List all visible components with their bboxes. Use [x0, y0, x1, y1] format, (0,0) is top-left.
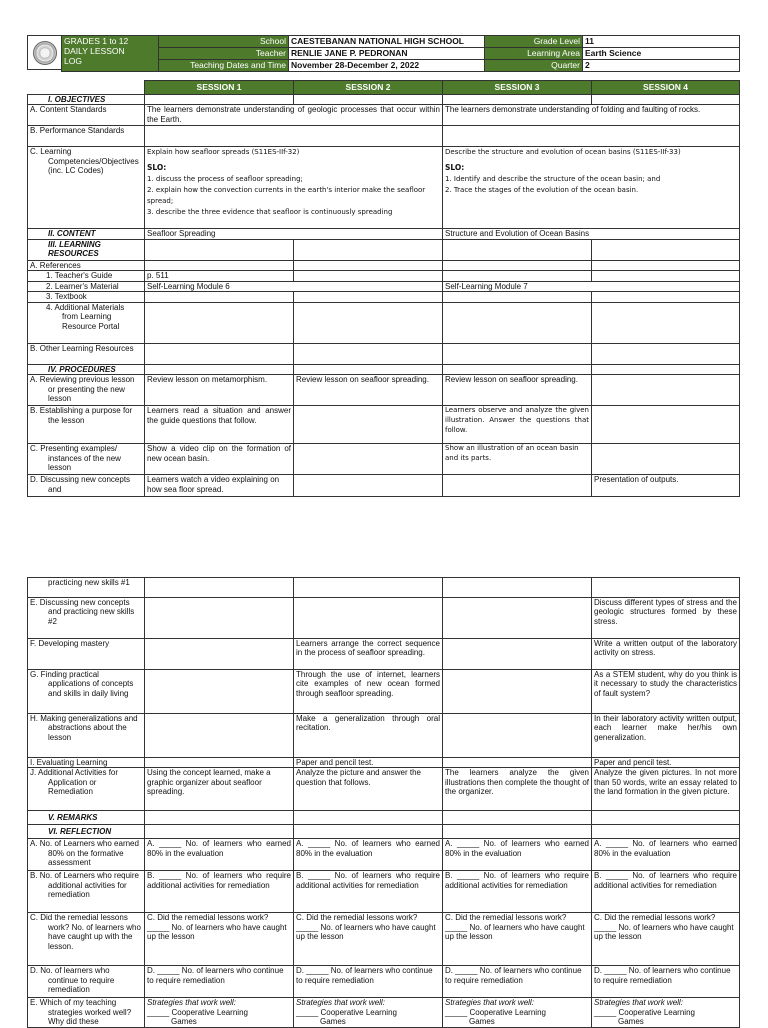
other-resources-label: B. Other Learning Resources [28, 343, 145, 364]
ref-a-s2: A. _____ No. of learners who earned 80% in the evaluation [294, 839, 443, 871]
grade-label: Grade Level [485, 36, 583, 48]
dll-title-line-3: LOG [64, 56, 82, 67]
ref-d-label: D. No. of learners who continue to require remediation [28, 966, 145, 998]
dll-title [62, 36, 159, 72]
deped-seal-cell [27, 35, 63, 70]
quarter-value: 2 [583, 60, 740, 72]
ref-b-s3: B. _____ No. of learners who require additional activities for remediation [443, 871, 592, 913]
ref-d-s4: D. _____ No. of learners who continue to require remediation [592, 966, 740, 998]
proc-b-label: B. Establishing a purpose for the lesson [28, 406, 145, 444]
proc-g-label: G. Finding practical applications of concepts and skills in daily living [28, 670, 145, 714]
proc-c-label: C. Presenting examples/ instances of the new lesson [28, 444, 145, 475]
slo-label-1: SLO: [147, 163, 167, 173]
ref-c-s2: C. Did the remedial lessons work? _____ No. of learners who have caught up the lesson [294, 913, 443, 966]
proc-j-label: J. Additional Activities for Application or Remediation [28, 768, 145, 811]
textbook-label: 3. Textbook [28, 292, 145, 302]
ref-b-label: B. No. of Learners who require additional activities for remediation [28, 871, 145, 913]
ref-e-s4-head: Strategies that work well: [594, 998, 683, 1008]
proc-c-s3: Show an illustration of an ocean basin and its parts. [443, 444, 592, 475]
ref-e-s1-head: Strategies that work well: [147, 998, 236, 1008]
learning-competencies-label: C. Learning Competencies/Objectives (inc. LC Codes) [28, 147, 145, 229]
teacher-value: RENLIE JANE P. PEDRONAN [289, 48, 485, 60]
area-label: Learning Area [485, 48, 583, 60]
school-label: School [159, 36, 289, 48]
dates-label: Teaching Dates and Time [159, 60, 289, 72]
ref-e-s4 [592, 998, 740, 1027]
header-table [61, 35, 740, 72]
ref-e-s1-item2: Games [171, 1017, 197, 1027]
slo-1-item-3: 3. describe the three evidence that seafloor is continuously spreading [147, 207, 393, 216]
proc-d-s1: Learners watch a video explaining on how sea floor spread. [145, 475, 294, 497]
ref-e-s3-item2: Games [469, 1017, 495, 1027]
slo-1-item-1: 1. discuss the process of seafloor spreading; [147, 175, 303, 184]
proc-a-label: A. Reviewing previous lesson or presenting the new lesson [28, 375, 145, 406]
session-4-header: SESSION 4 [592, 81, 740, 95]
competencies-s1-s2 [145, 147, 443, 229]
ref-e-s1 [145, 998, 294, 1027]
proc-g-s2: Through the use of internet, learners cite examples of new ocean formed through seafloor spreading. [294, 670, 443, 714]
ref-e-s3-item: _____ Cooperative Learning [445, 1007, 546, 1017]
learners-material-s1-s2: Self-Learning Module 6 [145, 281, 443, 291]
ref-c-s1: C. Did the remedial lessons work? _____ No. of learners who have caught up the lesson [145, 913, 294, 966]
proc-a-s3: Review lesson on seafloor spreading. [443, 375, 592, 406]
teacher-label: Teacher [159, 48, 289, 60]
proc-b-s3: Learners observe and analyze the given illustration. Answer the questions that follow. [443, 406, 592, 444]
session-1-header: SESSION 1 [145, 81, 294, 95]
ref-a-s1: A. _____ No. of learners who earned 80% in the evaluation [145, 839, 294, 871]
proc-j-s1: Using the concept learned, make a graphic organizer about seafloor spreading. [145, 768, 294, 811]
dll-title-line-2: DAILY LESSON [64, 46, 125, 57]
ref-b-s2: B. _____ No. of learners who require additional activities for remediation [294, 871, 443, 913]
lc-title-1: Explain how seafloor spreads (S11ES-IIf-32) [147, 148, 300, 157]
content-s1-s2: Seafloor Spreading [145, 229, 443, 239]
proc-h-s4: In their laboratory activity written output, each learner make her/his own generalization. [592, 714, 740, 758]
slo-2-item-2: 2. Trace the stages of the evolution of the ocean basin. [445, 185, 639, 194]
proc-e-label: E. Discussing new concepts and practicing new skills #2 [28, 598, 145, 639]
content-standards-s3-s4: The learners demonstrate understanding of folding and faulting of rocks. [443, 105, 740, 126]
ref-a-s3: A. _____ No. of learners who earned 80% in the evaluation [443, 839, 592, 871]
proc-g-s4: As a STEM student, why do you think is it necessary to study the characteristics of fault system? [592, 670, 740, 714]
content-s3-s4: Structure and Evolution of Ocean Basins [443, 229, 740, 239]
proc-b-s1: Learners read a situation and answer the guide questions that follow. [145, 406, 294, 444]
ref-b-s1: B. _____ No. of learners who require additional activities for remediation [145, 871, 294, 913]
learners-material-s3-s4: Self-Learning Module 7 [443, 281, 740, 291]
ref-e-s1-item: _____ Cooperative Learning [147, 1007, 248, 1017]
content-standards-label: A. Content Standards [28, 105, 145, 126]
ref-a-s4: A. _____ No. of learners who earned 80% in the evaluation [592, 839, 740, 871]
ref-d-s3: D. _____ No. of learners who continue to require remediation [443, 966, 592, 998]
proc-c-s1: Show a video clip on the formation of new ocean basin. [145, 444, 294, 475]
area-value: Earth Science [583, 48, 740, 60]
slo-2-item-1: 1. Identify and describe the structure of the ocean basin; and [445, 175, 661, 184]
competencies-s3-s4 [443, 147, 740, 229]
proc-e-s4: Discuss different types of stress and the geologic structures formed by these stress. [592, 598, 740, 639]
content-heading: II. CONTENT [28, 229, 145, 239]
ref-e-s4-item: _____ Cooperative Learning [594, 1007, 695, 1017]
proc-d-continued-label: practicing new skills #1 [28, 578, 145, 598]
school-value: CAESTEBANAN NATIONAL HIGH SCHOOL [289, 36, 485, 48]
ref-e-s2-item2: Games [320, 1017, 346, 1027]
ref-e-s2-head: Strategies that work well: [296, 998, 385, 1008]
learning-resources-heading: III. LEARNING RESOURCES [28, 239, 145, 260]
additional-materials-label: 4. Additional Materials from Learning Resource Portal [28, 302, 145, 343]
proc-i-s2: Paper and pencil test. [294, 758, 443, 768]
ref-c-label: C. Did the remedial lessons work? No. of learners who have caught up with the lesson. [28, 913, 145, 966]
quarter-label: Quarter [485, 60, 583, 72]
ref-e-s4-item2: Games [618, 1017, 644, 1027]
dll-title-line-1: GRADES 1 to 12 [64, 36, 129, 46]
proc-j-s2: Analyze the picture and answer the question that follows. [294, 768, 443, 811]
ref-e-s2-item: _____ Cooperative Learning [296, 1007, 397, 1017]
procedures-heading: IV. PROCEDURES [28, 364, 145, 374]
lesson-log-table-2 [27, 577, 740, 1028]
proc-h-s2: Make a generalization through oral recitation. [294, 714, 443, 758]
reflection-heading: VI. REFLECTION [28, 825, 145, 839]
ref-d-s2: D. _____ No. of learners who continue to require remediation [294, 966, 443, 998]
slo-label-2: SLO: [445, 163, 465, 173]
proc-j-s4: Analyze the given pictures. In not more than 50 words, write an essay related to the land formation in the given picture. [592, 768, 740, 811]
ref-a-label: A. No. of Learners who earned 80% on the formative assessment [28, 839, 145, 871]
proc-f-s2: Learners arrange the correct sequence in the process of seafloor spreading. [294, 639, 443, 670]
slo-1-item-2: 2. explain how the convection currents in the earth's interior make the seafloor spread; [147, 185, 426, 205]
dates-value: November 28-December 2, 2022 [289, 60, 485, 72]
lesson-log-table-1 [27, 80, 740, 497]
teachers-guide-label: 1. Teacher's Guide [28, 271, 145, 281]
references-label: A. References [28, 260, 145, 270]
proc-h-label: H. Making generalizations and abstractions about the lesson [28, 714, 145, 758]
ref-c-s4: C. Did the remedial lessons work? _____ No. of learners who have caught up the lesson [592, 913, 740, 966]
proc-i-label: I. Evaluating Learning [28, 758, 145, 768]
proc-f-s4: Write a written output of the laboratory activity on stress. [592, 639, 740, 670]
proc-a-s2: Review lesson on seafloor spreading. [294, 375, 443, 406]
session-2-header: SESSION 2 [294, 81, 443, 95]
deped-seal-logo [33, 41, 57, 65]
session-3-header: SESSION 3 [443, 81, 592, 95]
ref-e-s3-head: Strategies that work well: [445, 998, 534, 1008]
ref-d-s1: D. _____ No. of learners who continue to require remediation [145, 966, 294, 998]
grade-value: 11 [583, 36, 740, 48]
content-standards-s1-s2: The learners demonstrate understanding of geologic processes that occur within the Earth. [145, 105, 443, 126]
teachers-guide-s1: p. 511 [145, 271, 294, 281]
learners-material-label: 2. Learner's Material [28, 281, 145, 291]
ref-b-s4: B. _____ No. of learners who require additional activities for remediation [592, 871, 740, 913]
proc-i-s4: Paper and pencil test. [592, 758, 740, 768]
lc-title-2: Describe the structure and evolution of ocean basins (S11ES-IIf-33) [445, 148, 681, 157]
performance-standards-label: B. Performance Standards [28, 126, 145, 147]
objectives-heading: I. OBJECTIVES [28, 95, 145, 105]
ref-e-s3 [443, 998, 592, 1027]
proc-d-label: D. Discussing new concepts and [28, 475, 145, 497]
ref-e-label: E. Which of my teaching strategies worked well? Why did these [28, 998, 145, 1027]
ref-e-s2 [294, 998, 443, 1027]
proc-d-s4: Presentation of outputs. [592, 475, 740, 497]
proc-j-s3: The learners analyze the given illustrations then complete the thought of the organizer. [443, 768, 592, 811]
remarks-heading: V. REMARKS [28, 811, 145, 825]
blank-corner [28, 81, 145, 95]
proc-f-label: F. Developing mastery [28, 639, 145, 670]
proc-a-s1: Review lesson on metamorphism. [145, 375, 294, 406]
ref-c-s3: C. Did the remedial lessons work? _____ No. of learners who have caught up the lesson [443, 913, 592, 966]
